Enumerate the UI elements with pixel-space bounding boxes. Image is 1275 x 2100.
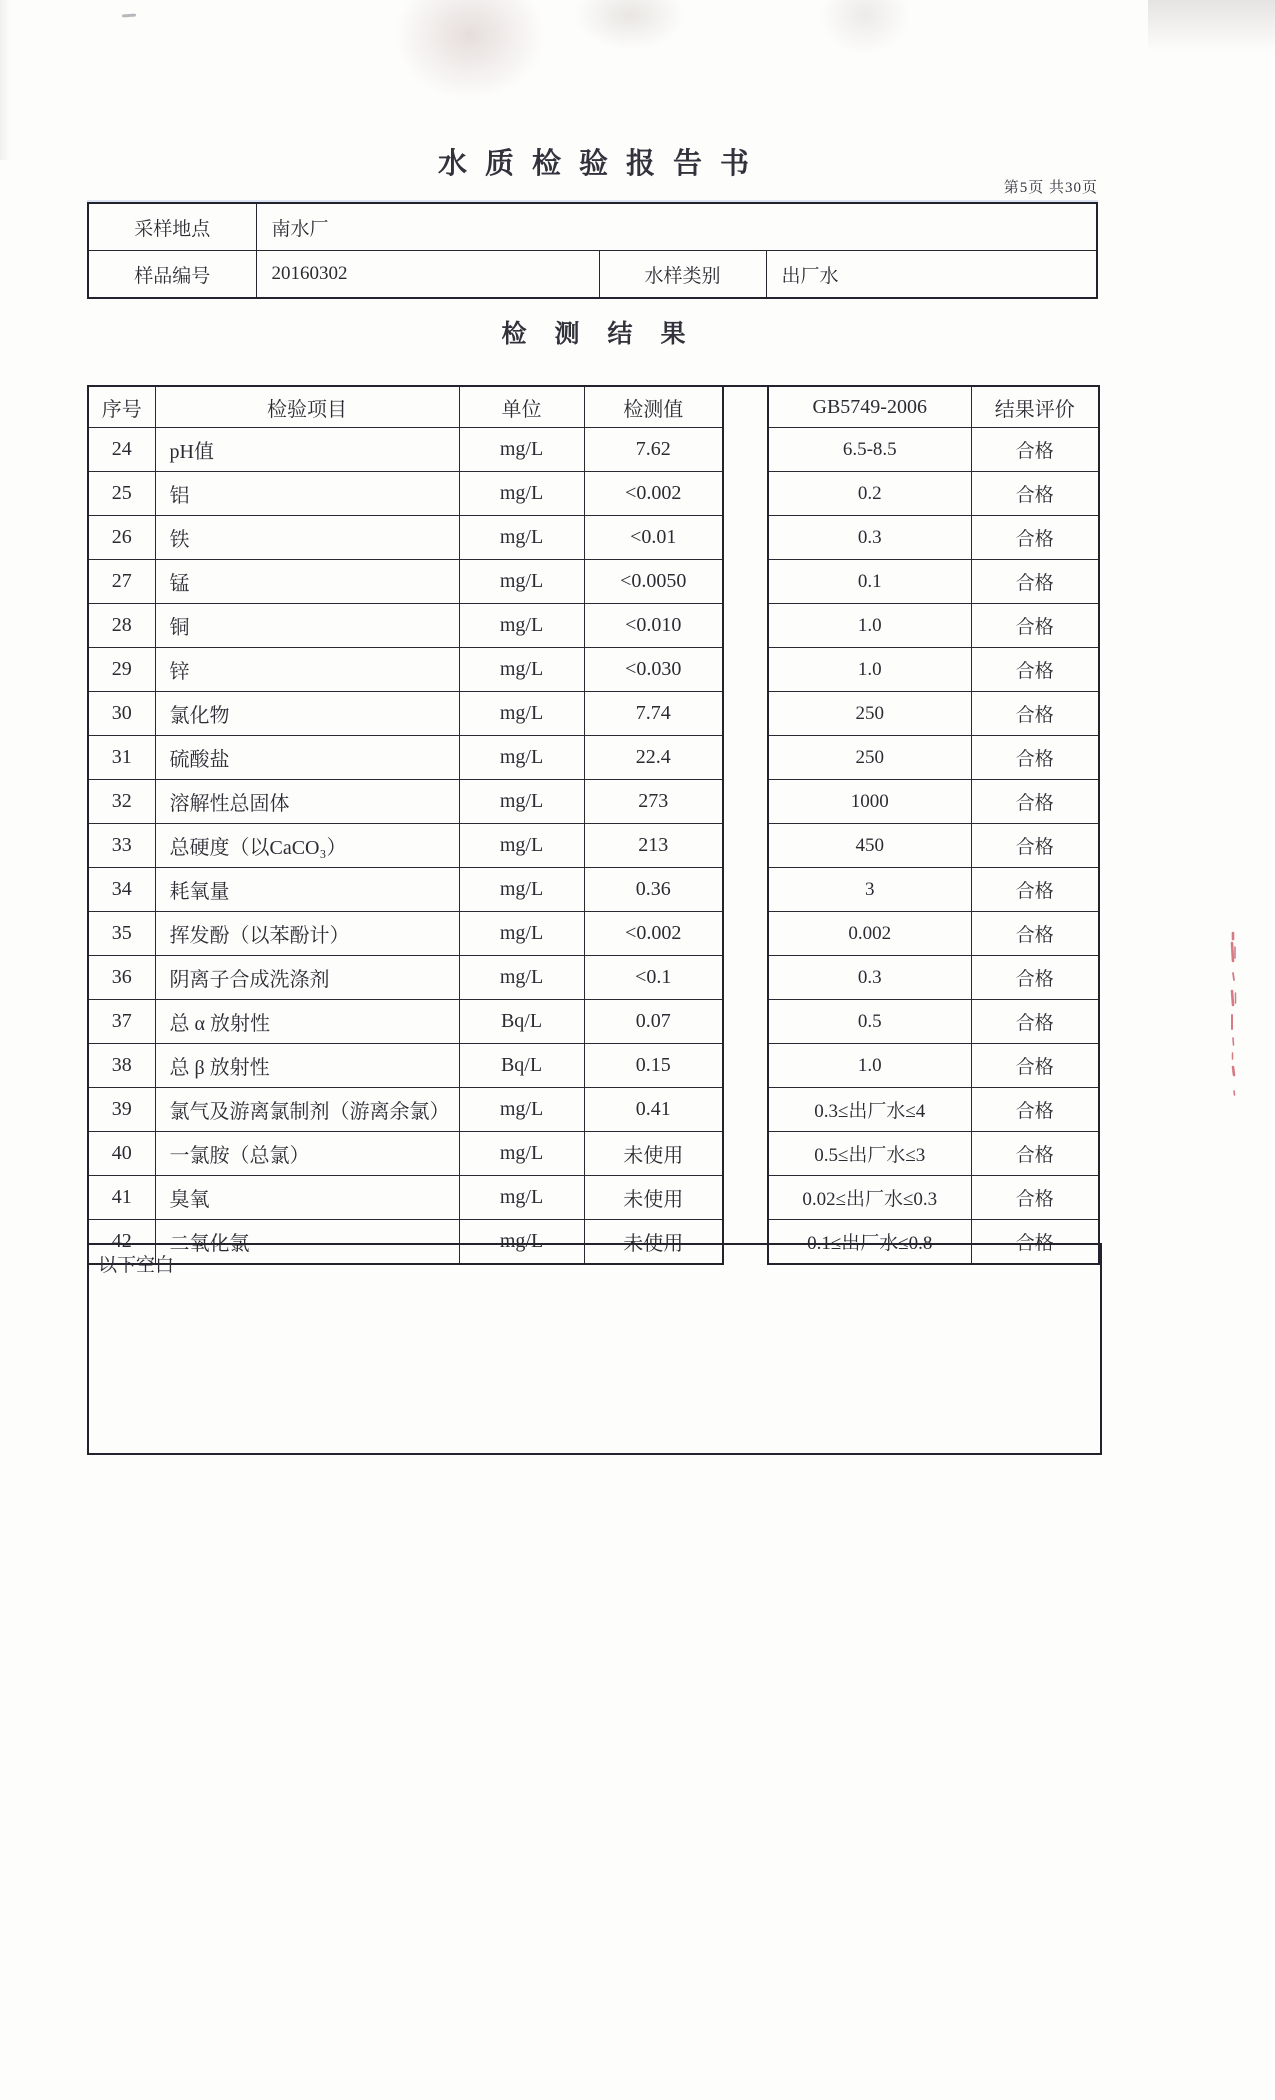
row-no-cell: 32 [88, 780, 155, 824]
header-item: 检验项目 [155, 386, 459, 428]
row-no-cell: 35 [88, 912, 155, 956]
row-item-cell: pH值 [155, 428, 459, 472]
table-row [88, 428, 723, 472]
row-result-cell: 合格 [971, 428, 1099, 472]
sample-number-label: 样品编号 [88, 251, 256, 299]
row-standard-cell: 1.0 [768, 604, 971, 648]
table-row [768, 472, 1099, 516]
row-unit-cell: Bq/L [459, 1000, 584, 1044]
row-item-cell: 锰 [155, 560, 459, 604]
row-standard-cell: 1.0 [768, 1044, 971, 1088]
row-result-cell: 合格 [971, 692, 1099, 736]
table-row [88, 560, 723, 604]
row-no-cell: 37 [88, 1000, 155, 1044]
row-no-cell: 40 [88, 1132, 155, 1176]
row-result-cell: 合格 [971, 1000, 1099, 1044]
row-standard-cell: 250 [768, 692, 971, 736]
scan-mottle [395, 0, 545, 100]
table-row [88, 868, 723, 912]
row-item-cell: 铝 [155, 472, 459, 516]
table-row [768, 648, 1099, 692]
results-header-row [768, 386, 1099, 428]
row-no-cell: 36 [88, 956, 155, 1000]
header-unit: 单位 [459, 386, 584, 428]
sampling-location-label: 采样地点 [88, 203, 256, 251]
row-standard-cell: 0.02≤出厂水≤0.3 [768, 1176, 971, 1220]
sample-info-table [87, 202, 1098, 299]
row-value-cell: 7.74 [584, 692, 723, 736]
row-item-cell: 耗氧量 [155, 868, 459, 912]
section-title: 检测结果 [501, 321, 714, 348]
row-no-cell: 41 [88, 1176, 155, 1220]
results-header-row [88, 386, 723, 428]
table-row [88, 956, 723, 1000]
table-row [88, 736, 723, 780]
row-value-cell: 0.15 [584, 1044, 723, 1088]
blank-area-label: 以下空白 [98, 1255, 175, 1276]
row-value-cell: <0.0050 [584, 560, 723, 604]
row-standard-cell: 3 [768, 868, 971, 912]
row-item-cell: 总硬度（以CaCO₃） [155, 824, 459, 868]
water-type-value: 出厂水 [766, 251, 1097, 299]
row-unit-cell: mg/L [459, 692, 584, 736]
row-item-cell: 硫酸盐 [155, 736, 459, 780]
row-result-cell: 合格 [971, 912, 1099, 956]
red-pen-marks [1215, 925, 1255, 1100]
row-unit-cell: mg/L [459, 824, 584, 868]
page-number: 第5页 共30页 [1003, 180, 1098, 196]
row-unit-cell: mg/L [459, 604, 584, 648]
table-row [88, 648, 723, 692]
row-result-cell: 合格 [971, 1176, 1099, 1220]
scan-shade [1148, 0, 1275, 52]
row-value-cell: 213 [584, 824, 723, 868]
row-value-cell: 未使用 [584, 1132, 723, 1176]
row-result-cell: 合格 [971, 736, 1099, 780]
row-unit-cell: mg/L [459, 956, 584, 1000]
row-result-cell: 合格 [971, 824, 1099, 868]
row-no-cell: 42 [88, 1220, 155, 1265]
table-row [88, 912, 723, 956]
scan-shade [0, 0, 10, 160]
row-value-cell: 22.4 [584, 736, 723, 780]
row-unit-cell: mg/L [459, 736, 584, 780]
row-value-cell: 273 [584, 780, 723, 824]
row-result-cell: 合格 [971, 560, 1099, 604]
table-row [768, 692, 1099, 736]
sample-number-value: 20160302 [256, 251, 599, 299]
row-standard-cell: 0.3 [768, 956, 971, 1000]
table-row [768, 780, 1099, 824]
row-no-cell: 25 [88, 472, 155, 516]
table-row [768, 824, 1099, 868]
row-item-cell: 一氯胺（总氯） [155, 1132, 459, 1176]
row-item-cell: 二氧化氯 [155, 1220, 459, 1265]
row-result-cell: 合格 [971, 472, 1099, 516]
row-value-cell: 未使用 [584, 1176, 723, 1220]
row-unit-cell: mg/L [459, 516, 584, 560]
row-standard-cell: 0.1≤出厂水≤0.8 [768, 1220, 971, 1265]
row-standard-cell: 0.3≤出厂水≤4 [768, 1088, 971, 1132]
table-gap-top-border [724, 385, 767, 387]
blank-area-box [87, 1243, 1102, 1455]
row-item-cell: 铁 [155, 516, 459, 560]
results-table-left [87, 385, 724, 1265]
row-item-cell: 氯化物 [155, 692, 459, 736]
row-value-cell: 未使用 [584, 1220, 723, 1265]
row-no-cell: 34 [88, 868, 155, 912]
row-no-cell: 33 [88, 824, 155, 868]
table-row [88, 604, 723, 648]
row-value-cell: <0.01 [584, 516, 723, 560]
row-value-cell: <0.1 [584, 956, 723, 1000]
row-item-cell: 挥发酚（以苯酚计） [155, 912, 459, 956]
row-unit-cell: mg/L [459, 912, 584, 956]
row-item-cell: 臭氧 [155, 1176, 459, 1220]
row-no-cell: 29 [88, 648, 155, 692]
row-result-cell: 合格 [971, 956, 1099, 1000]
row-result-cell: 合格 [971, 868, 1099, 912]
table-row [88, 472, 723, 516]
table-row [768, 604, 1099, 648]
scan-mottle [575, 0, 685, 50]
table-row [88, 1088, 723, 1132]
row-unit-cell: mg/L [459, 560, 584, 604]
row-item-cell: 阴离子合成洗涤剂 [155, 956, 459, 1000]
header-no: 序号 [88, 386, 155, 428]
row-result-cell: 合格 [971, 1220, 1099, 1265]
row-value-cell: <0.010 [584, 604, 723, 648]
table-row [768, 1176, 1099, 1220]
row-value-cell: <0.002 [584, 912, 723, 956]
header-standard: GB5749-2006 [768, 386, 971, 428]
row-unit-cell: mg/L [459, 428, 584, 472]
row-standard-cell: 250 [768, 736, 971, 780]
row-standard-cell: 0.3 [768, 516, 971, 560]
row-no-cell: 39 [88, 1088, 155, 1132]
row-result-cell: 合格 [971, 648, 1099, 692]
table-row [768, 428, 1099, 472]
row-item-cell: 氯气及游离氯制剂（游离余氯） [155, 1088, 459, 1132]
row-unit-cell: mg/L [459, 1132, 584, 1176]
table-row [88, 692, 723, 736]
scan-mottle [820, 0, 910, 55]
row-unit-cell: Bq/L [459, 1044, 584, 1088]
table-row [88, 1044, 723, 1088]
table-row [88, 1176, 723, 1220]
row-value-cell: <0.030 [584, 648, 723, 692]
row-standard-cell: 0.1 [768, 560, 971, 604]
row-value-cell: 0.41 [584, 1088, 723, 1132]
row-result-cell: 合格 [971, 1132, 1099, 1176]
row-result-cell: 合格 [971, 1044, 1099, 1088]
row-unit-cell: mg/L [459, 1176, 584, 1220]
header-result: 结果评价 [971, 386, 1099, 428]
table-row [88, 780, 723, 824]
row-value-cell: 0.36 [584, 868, 723, 912]
row-item-cell: 总 α 放射性 [155, 1000, 459, 1044]
row-unit-cell: mg/L [459, 868, 584, 912]
row-value-cell: 0.07 [584, 1000, 723, 1044]
row-no-cell: 30 [88, 692, 155, 736]
water-type-label: 水样类别 [599, 251, 766, 299]
row-standard-cell: 6.5-8.5 [768, 428, 971, 472]
sample-number-row [88, 251, 1097, 299]
row-standard-cell: 1.0 [768, 648, 971, 692]
row-no-cell: 31 [88, 736, 155, 780]
scan-smudge [122, 14, 136, 18]
row-standard-cell: 1000 [768, 780, 971, 824]
row-no-cell: 38 [88, 1044, 155, 1088]
table-row [768, 1088, 1099, 1132]
row-standard-cell: 0.002 [768, 912, 971, 956]
row-no-cell: 27 [88, 560, 155, 604]
table-row [768, 516, 1099, 560]
row-item-cell: 铜 [155, 604, 459, 648]
row-unit-cell: mg/L [459, 472, 584, 516]
page-title: 水质检验报告书 [437, 148, 767, 180]
row-result-cell: 合格 [971, 604, 1099, 648]
row-unit-cell: mg/L [459, 648, 584, 692]
header-value: 检测值 [584, 386, 723, 428]
row-standard-cell: 0.5 [768, 1000, 971, 1044]
table-row [768, 956, 1099, 1000]
row-item-cell: 总 β 放射性 [155, 1044, 459, 1088]
sampling-location-value: 南水厂 [256, 203, 1097, 251]
table-row [768, 868, 1099, 912]
table-row [88, 824, 723, 868]
table-row [768, 1132, 1099, 1176]
row-unit-cell: mg/L [459, 780, 584, 824]
row-no-cell: 28 [88, 604, 155, 648]
table-row [768, 560, 1099, 604]
row-unit-cell: mg/L [459, 1088, 584, 1132]
results-table-right [767, 385, 1100, 1265]
row-result-cell: 合格 [971, 780, 1099, 824]
row-result-cell: 合格 [971, 516, 1099, 560]
table-row [768, 912, 1099, 956]
row-result-cell: 合格 [971, 1088, 1099, 1132]
table-row [768, 1000, 1099, 1044]
table-row [88, 1000, 723, 1044]
row-no-cell: 24 [88, 428, 155, 472]
row-item-cell: 锌 [155, 648, 459, 692]
row-no-cell: 26 [88, 516, 155, 560]
table-row [88, 1132, 723, 1176]
row-standard-cell: 0.2 [768, 472, 971, 516]
row-unit-cell: mg/L [459, 1220, 584, 1265]
row-standard-cell: 450 [768, 824, 971, 868]
row-item-cell: 溶解性总固体 [155, 780, 459, 824]
table-row [768, 736, 1099, 780]
row-value-cell: 7.62 [584, 428, 723, 472]
table-row [88, 516, 723, 560]
row-standard-cell: 0.5≤出厂水≤3 [768, 1132, 971, 1176]
table-row [768, 1044, 1099, 1088]
sample-location-row [88, 203, 1097, 251]
row-value-cell: <0.002 [584, 472, 723, 516]
